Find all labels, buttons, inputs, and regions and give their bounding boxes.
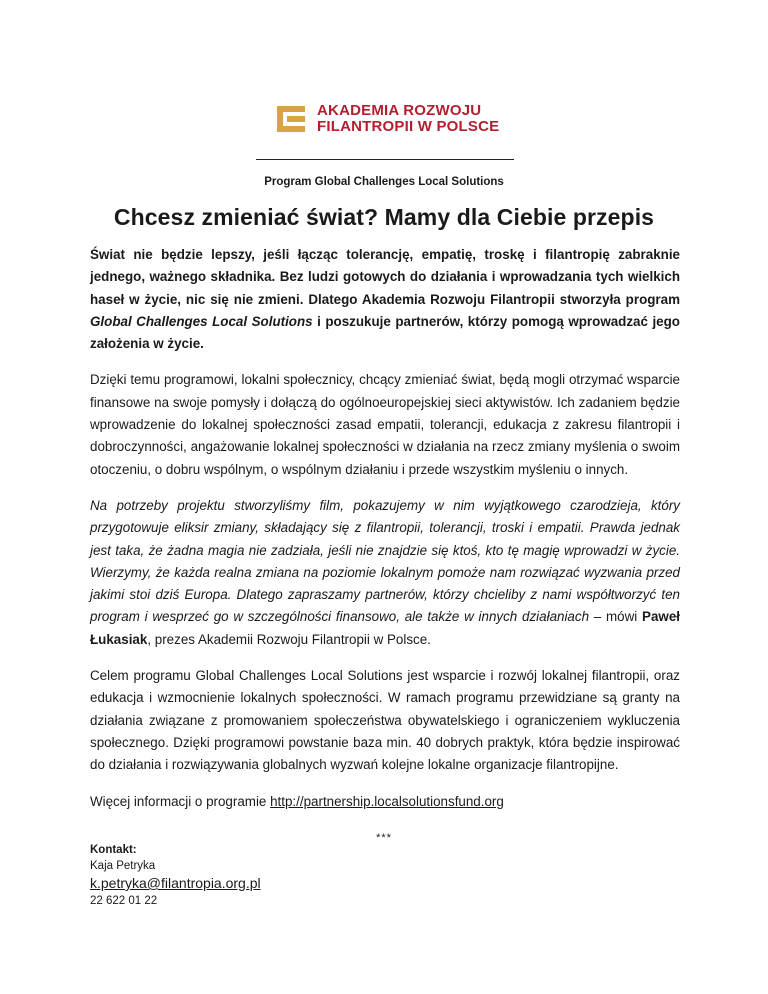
quote-speaker: Paweł Łukasiak	[90, 609, 680, 647]
lead-text-2: i poszukuje partnerów, którzy pomogą wprowadzać jego założenia w życie.	[90, 313, 680, 352]
lead-paragraph	[90, 244, 680, 355]
contact-phone: 22 622 01 22	[90, 895, 158, 907]
page-title: Chcesz zmieniać świat? Mamy dla Ciebie przepis	[113, 204, 655, 230]
logo-line-2: FILANTROPII W POLSCE	[317, 118, 500, 135]
quote-attribution-suffix: , prezes Akademii Rozwoju Filantropii w Polsce.	[147, 631, 431, 647]
quote-text: Na potrzeby projektu stworzyliśmy film, pokazujemy w nim wyjątkowego czarodzieja, który przygotowuje eliksir zmiany, składający się z filantropii, tolerancji, troski i empatii. Prawda jednak jest taka, że żadna magia nie zadziała, jeśli nie znajdzie się ktoś, kto tę magię wprowadzi w życie. Wierzymy, że każda realna zmiana na poziomie lokalnym pomoże nam rozwiązać wyzwania przed jakimi stoi dziś Europa. Dlatego zapraszamy partnerów, którzy chcieliby z nami współtworzyć ten program i wesprzeć go w szczególności finansowo, ale także w innych działaniach	[90, 497, 680, 625]
contact-email-link[interactable]: k.petryka@filantropia.org.pl	[90, 875, 261, 891]
program-subtitle: Program Global Challenges Local Solutions	[264, 176, 504, 188]
header-divider	[256, 159, 514, 160]
section-separator: ***	[376, 832, 392, 844]
lead-program-name: Global Challenges Local Solutions	[90, 313, 313, 329]
program-website-link[interactable]: http://partnership.localsolutionsfund.org	[270, 793, 504, 809]
contact-heading: Kontakt:	[90, 844, 137, 856]
more-info-line	[90, 791, 680, 813]
contact-block	[90, 842, 490, 909]
contact-name: Kaja Petryka	[90, 860, 156, 872]
organization-logo	[275, 98, 515, 140]
article-body	[90, 244, 680, 827]
more-info-text: Więcej informacji o programie	[90, 793, 271, 809]
logo-mark-icon	[275, 102, 309, 136]
logo-text	[317, 103, 499, 135]
quote-attribution-prefix: – mówi	[589, 609, 643, 625]
paragraph-program-goals: Celem programu Global Challenges Local Solutions jest wsparcie i rozwój lokalnej filantropii, oraz edukacja i wzmocnienie lokalnych społeczności. W ramach programu przewidziane są granty na działania związane z promowaniem społeczeństwa obywatelskiego i ograniczeniem wykluczenia społecznego. Dzięki programowi powstanie baza min. 40 dobrych praktyk, która będzie inspirować do działania i rozwiązywania globalnych wyzwań kolejne lokalne organizacje filantropijne.	[90, 668, 680, 773]
paragraph-program-description: Dzięki temu programowi, lokalni społecznicy, chcący zmieniać świat, będą mogli otrzymać wsparcie finansowe na swoje pomysły i dołączą do ogólnoeuropejskiej sieci aktywistów. Ich zadaniem będzie wprowadzenie do lokalnej społeczności zasad empatii, tolerancji, edukacja z zakresu filantropii i dobroczynności, angażowanie lokalnej społeczności w działania na rzecz zmiany myślenia o swoim otoczeniu, o dobru wspólnym, o wspólnym działaniu i przede wszystkim myśleniu o innych.	[90, 372, 680, 477]
lead-text-1: Świat nie będzie lepszy, jeśli łącząc tolerancję, empatię, troskę i filantropię zabraknie jednego, ważnego składnika. Bez ludzi gotowych do działania i wprowadzania tych wielkich haseł w życie, nic się nie zmieni. Dlatego Akademia Rozwoju Filantropii stworzyła program	[90, 247, 680, 307]
logo-line-1: AKADEMIA ROZWOJU	[317, 102, 482, 119]
quote-paragraph	[90, 495, 680, 651]
